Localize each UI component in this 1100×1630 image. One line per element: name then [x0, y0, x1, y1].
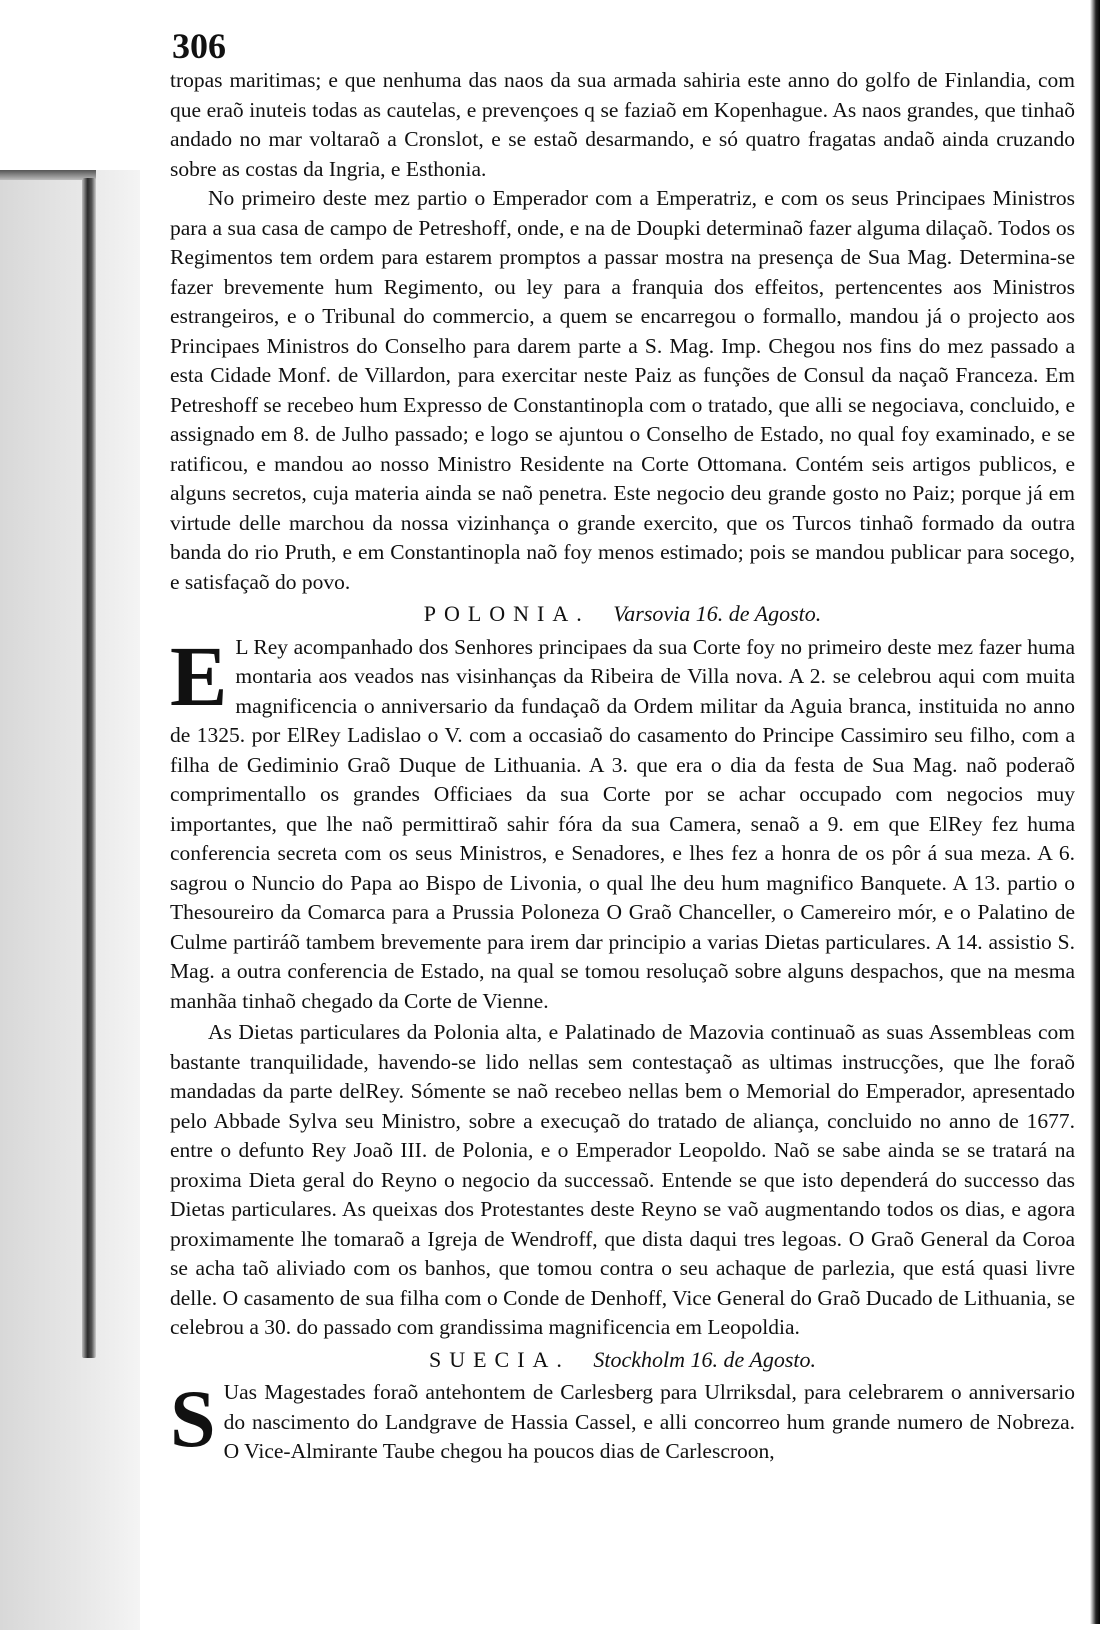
section-dateline-polonia: Varsovia 16. de Agosto.	[613, 601, 822, 626]
dropcap-letter: E	[170, 632, 228, 724]
dropcap-letter: S	[170, 1378, 216, 1464]
polonia-paragraph-1	[170, 633, 1075, 1017]
intro-paragraph-1: tropas maritimas; e que nenhuma das naos da sua armada sahiria este anno do golfo de Finlandia, com que eraõ inuteis todas as cautelas, e prevençoes q se faziaõ em Kopenhague. As naos grandes, que tinhaõ andado no mar voltaraõ a Cronslot, e se estaõ desarmando, e só quatro fragatas andaõ ainda cruzando sobre as costas da Ingria, e Esthonia.	[170, 68, 1075, 181]
page-number: 306	[172, 26, 226, 66]
suecia-paragraph-1	[170, 1378, 1075, 1467]
suecia-paragraph-1-text: Uas Magestades foraõ antehontem de Carlesberg para Ulrriksdal, para celebrarem o anniversario do nascimento do Landgrave de Hassia Cassel, e alli concorreo hum grande numero de Nobreza. O Vice-Almirante Taube chegou ha poucos dias de Carlescroon,	[223, 1380, 1075, 1463]
intro-paragraph-2: No primeiro deste mez partio o Emperador com a Emperatriz, e com os seus Principaes Ministros para a sua casa de campo de Petreshoff, onde, e na de Doupki determinaõ fazer alguma dilaçaõ. Todos os Regimentos tem ordem para estarem promptos a passar mostra na presença de Sua Mag. Determina-se fazer brevemente hum Regimento, ou ley para a franquia dos effeitos, pertencentes aos Ministros estrangeiros, e o Tribunal do commercio, a quem se encarregou o formallo, mandou já o projecto aos Principaes Ministros do Conselho para darem parte a S. Mag. Imp. Chegou nos fins do mez passado a esta Cidade Monf. de Villardon, para exercitar neste Paiz as funções de Consul da naçaõ Franceza. Em Petreshoff se recebeo hum Expresso de Constantinopla com o tratado, que alli se negociava, concluido, e assignado em 8. de Julho passado; e logo se ajuntou o Conselho de Estado, no qual foy examinado, e se ratificou, e mandou ao nosso Ministro Residente na Corte Ottomana. Contém seis artigos publicos, e alguns secretos, cuja materia ainda se naõ penetra. Este negocio deu grande gosto no Paiz; porque já em virtude delle marchou da nossa vizinhança o grande exercito, que os Turcos tinhaõ formado da outra banda do rio Pruth, e em Constantinopla naõ foy menos estimado; pois se mandou publicar para socego, e satisfaçaõ do povo.	[170, 186, 1075, 594]
page-shadow-left	[0, 170, 140, 1630]
section-place-polonia: POLONIA.	[423, 601, 590, 626]
book-fold-edge	[82, 178, 96, 1358]
polonia-paragraph-1-text: L Rey acompanhado dos Senhores principaes da sua Corte foy no primeiro deste mez fazer huma montaria aos veados nas visinhanças da Ribeira de Villa nova. A 2. se celebrou aqui com muita magnificencia o anniversario da fundaçaõ da Ordem militar da Aguia branca, instituida no anno de 1325. por ElRey Ladislao o V. com a occasiaõ do casamento do Principe Cassimiro seu filho, com a filha de Gediminio Graõ Duque de Lithuania. A 3. que era o dia da festa de Sua Mag. naõ poderaõ comprimentallo os grandes Officiaes da sua Corte por se achar occupado com negocios muy importantes, que lhe naõ permittiraõ sahir fóra da sua Camera, senaõ a 9. em que ElRey fez huma conferencia secreta com os seus Ministros, e Senadores, e lhes fez a honra de os pôr á sua meza. A 6. sagrou o Nuncio do Papa ao Bispo de Livonia, o qual lhe deu hum magnifico Banquete. A 13. partio o Thesoureiro da Comarca para a Prussia Poloneza O Graõ Chanceller, o Camereiro mór, e o Palatino de Culme partiráõ tambem brevemente para irem dar principio a varias Dietas particulares. A 14. assistio S. Mag. a outra conferencia de Estado, na qual se tomou resoluçaõ sobre alguns despachos, que na mesma manhãa tinhaõ chegado da Corte de Vienne.	[170, 634, 1075, 1013]
section-dateline-suecia: Stockholm 16. de Agosto.	[593, 1346, 817, 1372]
section-place-suecia: SUECIA.	[428, 1346, 570, 1372]
page-edge-right	[1090, 0, 1100, 1624]
gazette-page	[170, 28, 1075, 1467]
polonia-paragraph-2: As Dietas particulares da Polonia alta, e Palatinado de Mazovia continuaõ as suas Assembleas com bastante tranquilidade, havendo-se lido nellas sem contestaçaõ as ultimas instrucções, que lhe foraõ mandadas da parte delRey. Sómente se naõ recebeo nellas bem o Memorial do Emperador, apresentado pelo Abbade Sylva seu Ministro, sobre a execuçaõ do tratado de aliança, concluido no anno de 1677. entre o defunto Rey Joaõ III. de Polonia, e o Emperador Leopoldo. Naõ se sabe ainda se se tratará na proxima Dieta geral do Reyno o negocio da successaõ. Entende se que isto dependerá do successo das Dietas particulares. As queixas dos Protestantes deste Reyno se vaõ augmentando todos os dias, e agora proximamente lhe tomaraõ a Igreja de Wendroff, que dista daqui tres legoas. O Graõ General da Coroa se acha taõ aliviado com os banhos, que tomou contra o seu achaque de parlezia, que está quasi livre delle. O casamento de sua filha com o Conde de Denhoff, Vice General do Graõ Ducado de Lithuania, se celebrou a 30. do passado com grandissima magnificencia em Leopoldia.	[170, 1020, 1075, 1339]
section-heading-suecia	[170, 1345, 1075, 1375]
section-heading-polonia	[170, 599, 1075, 629]
